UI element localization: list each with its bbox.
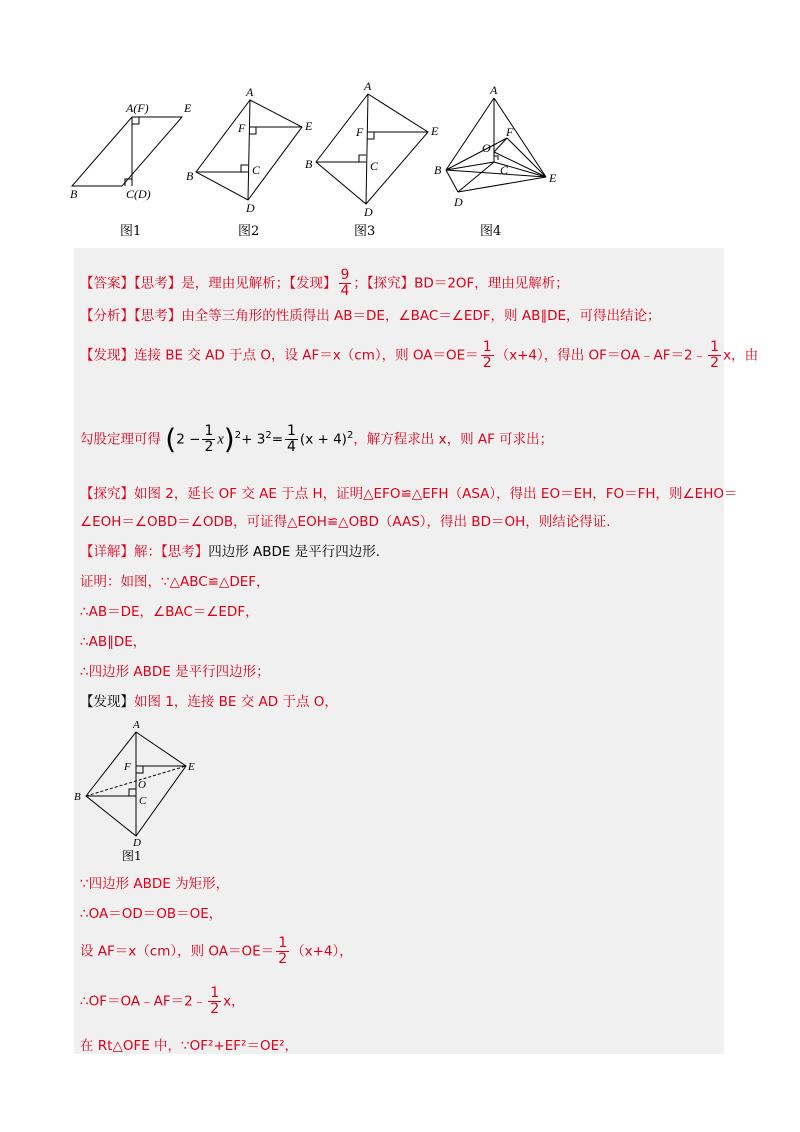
detail-line-1: 【详解】解：【思考】四边形 ABDE 是平行四边形.: [80, 544, 381, 560]
explore-line-1: 【探究】如图 2，延长 OF 交 AE 于点 H，证明△EFO≌△EFH（ASA），得出 EO＝EH，FO＝FH，则∠EHO＝: [80, 486, 738, 502]
discover-line: 【发现】连接 BE 交 AD 于点 O，设 AF＝x（cm），则 OA＝OE＝ $\frac{1}{2}$ （x+4），得出 OF＝OA﹣AF＝2﹣ $\frac{1}{2}$ x，由: [80, 339, 759, 371]
explore-tag: 【探究】: [366, 275, 415, 292]
fig3-label-a: A: [364, 79, 372, 93]
answer-think-text: 是，理由见解析；: [181, 275, 290, 292]
fig3-label-e: E: [431, 124, 439, 138]
fig3-label-b: B: [305, 157, 313, 171]
mini-label-d: D: [133, 837, 141, 849]
mini-figure: [74, 718, 214, 867]
fig2-label-d: D: [246, 201, 255, 215]
proof-line-3: 设 AF＝x（cm），则 OA＝OE＝ $\frac{1}{2}$ （x+4），: [80, 935, 353, 967]
fig2-label-e: E: [305, 119, 313, 133]
answer-explore-text: BD＝2OF，理由见解析；: [414, 275, 569, 292]
fig2-label-c: C: [252, 163, 261, 177]
fig4-label-f: F: [506, 125, 514, 139]
fig1-label-e: E: [184, 101, 192, 115]
proof-line-5: 在 Rt△OFE 中，∵OF²+EF²＝OE²，: [80, 1038, 299, 1054]
mini-label-e: E: [188, 761, 195, 773]
caption-fig4: 图4: [480, 224, 502, 239]
fig4-label-b: B: [434, 163, 442, 177]
figure-3: [316, 94, 428, 204]
mini-label-o: O: [138, 779, 146, 791]
answer-tag: 【答案】: [80, 275, 134, 292]
mini-label-f: F: [124, 761, 131, 773]
pythagoras-line: 勾股定理可得 (2 − $\frac{1}{2}$ $x)^2+ 3^2=$ $\frac{1}{4}$ $(x + 4)^2$，解方程求出 x，则 AF 可求出；: [80, 422, 554, 456]
fig2-label-b: B: [186, 169, 194, 183]
discover-tag: 【发现】: [289, 275, 337, 292]
fig4-label-c: C: [500, 163, 509, 177]
analysis-line: 【分析】【思考】由全等三角形的性质得出 AB＝DE，∠BAC＝∠EDF，则 AB∥DE，可得出结论；: [80, 308, 661, 324]
fig4-label-d: D: [454, 195, 463, 209]
fig4-label-o: O: [482, 141, 491, 155]
proof-line-1: ∵四边形 ABDE 为矩形，: [80, 876, 230, 892]
figure-2: [196, 100, 302, 200]
mini-caption: 图1: [122, 849, 142, 863]
fig3-label-c: C: [370, 159, 379, 173]
detail-line-4: ∴AB∥DE，: [80, 634, 147, 650]
detail-line-6: 【发现】如图 1，连接 BE 交 AD 于点 O，: [80, 694, 338, 710]
fig1-label-b: B: [70, 187, 78, 201]
mini-label-a: A: [133, 719, 140, 731]
fig2-label-f: F: [238, 121, 246, 135]
fig1-label-a: A(F): [126, 101, 149, 115]
figure-1: [72, 117, 182, 186]
figures-svg: [70, 72, 730, 242]
answer-line: 【答案】【思考】是，理由见解析；【发现】 $\frac{9}{4}$ ；【探究】BD＝2OF，理由见解析；: [80, 267, 569, 299]
fig3-label-f: F: [356, 125, 364, 139]
proof-line-4: ∴OF＝OA﹣AF＝2﹣ $\frac{1}{2}$ x，: [80, 985, 245, 1017]
answer-fraction: $\frac{9}{4}$: [340, 267, 350, 299]
detail-line-2: 证明：如图，∵△ABC≌△DEF，: [80, 574, 270, 590]
mini-label-b: B: [74, 791, 81, 803]
fig4-label-a: A: [490, 83, 498, 97]
explore-line-2: ∠EOH＝∠OBD＝∠ODB，可证得△EOH≌△OBD（AAS），得出 BD＝OH，则结论得证.: [80, 514, 611, 530]
think-tag: 【思考】: [134, 275, 182, 292]
mini-label-c: C: [139, 795, 147, 807]
fig3-label-d: D: [364, 205, 373, 219]
caption-fig1: 图1: [120, 224, 142, 239]
figure-4: [446, 98, 546, 192]
fig4-label-e: E: [549, 171, 557, 185]
caption-fig3: 图3: [354, 224, 376, 239]
figure-row: [70, 72, 730, 242]
detail-line-5: ∴四边形 ABDE 是平行四边形；: [80, 664, 270, 680]
mini-figure-svg: [74, 718, 214, 863]
detail-line-3: ∴AB＝DE，∠BAC＝∠EDF，: [80, 604, 259, 620]
fig1-label-c: C(D): [126, 187, 151, 201]
proof-line-2: ∴OA＝OD＝OB＝OE，: [80, 906, 223, 922]
fig2-label-a: A: [246, 85, 254, 99]
caption-fig2: 图2: [238, 224, 260, 239]
